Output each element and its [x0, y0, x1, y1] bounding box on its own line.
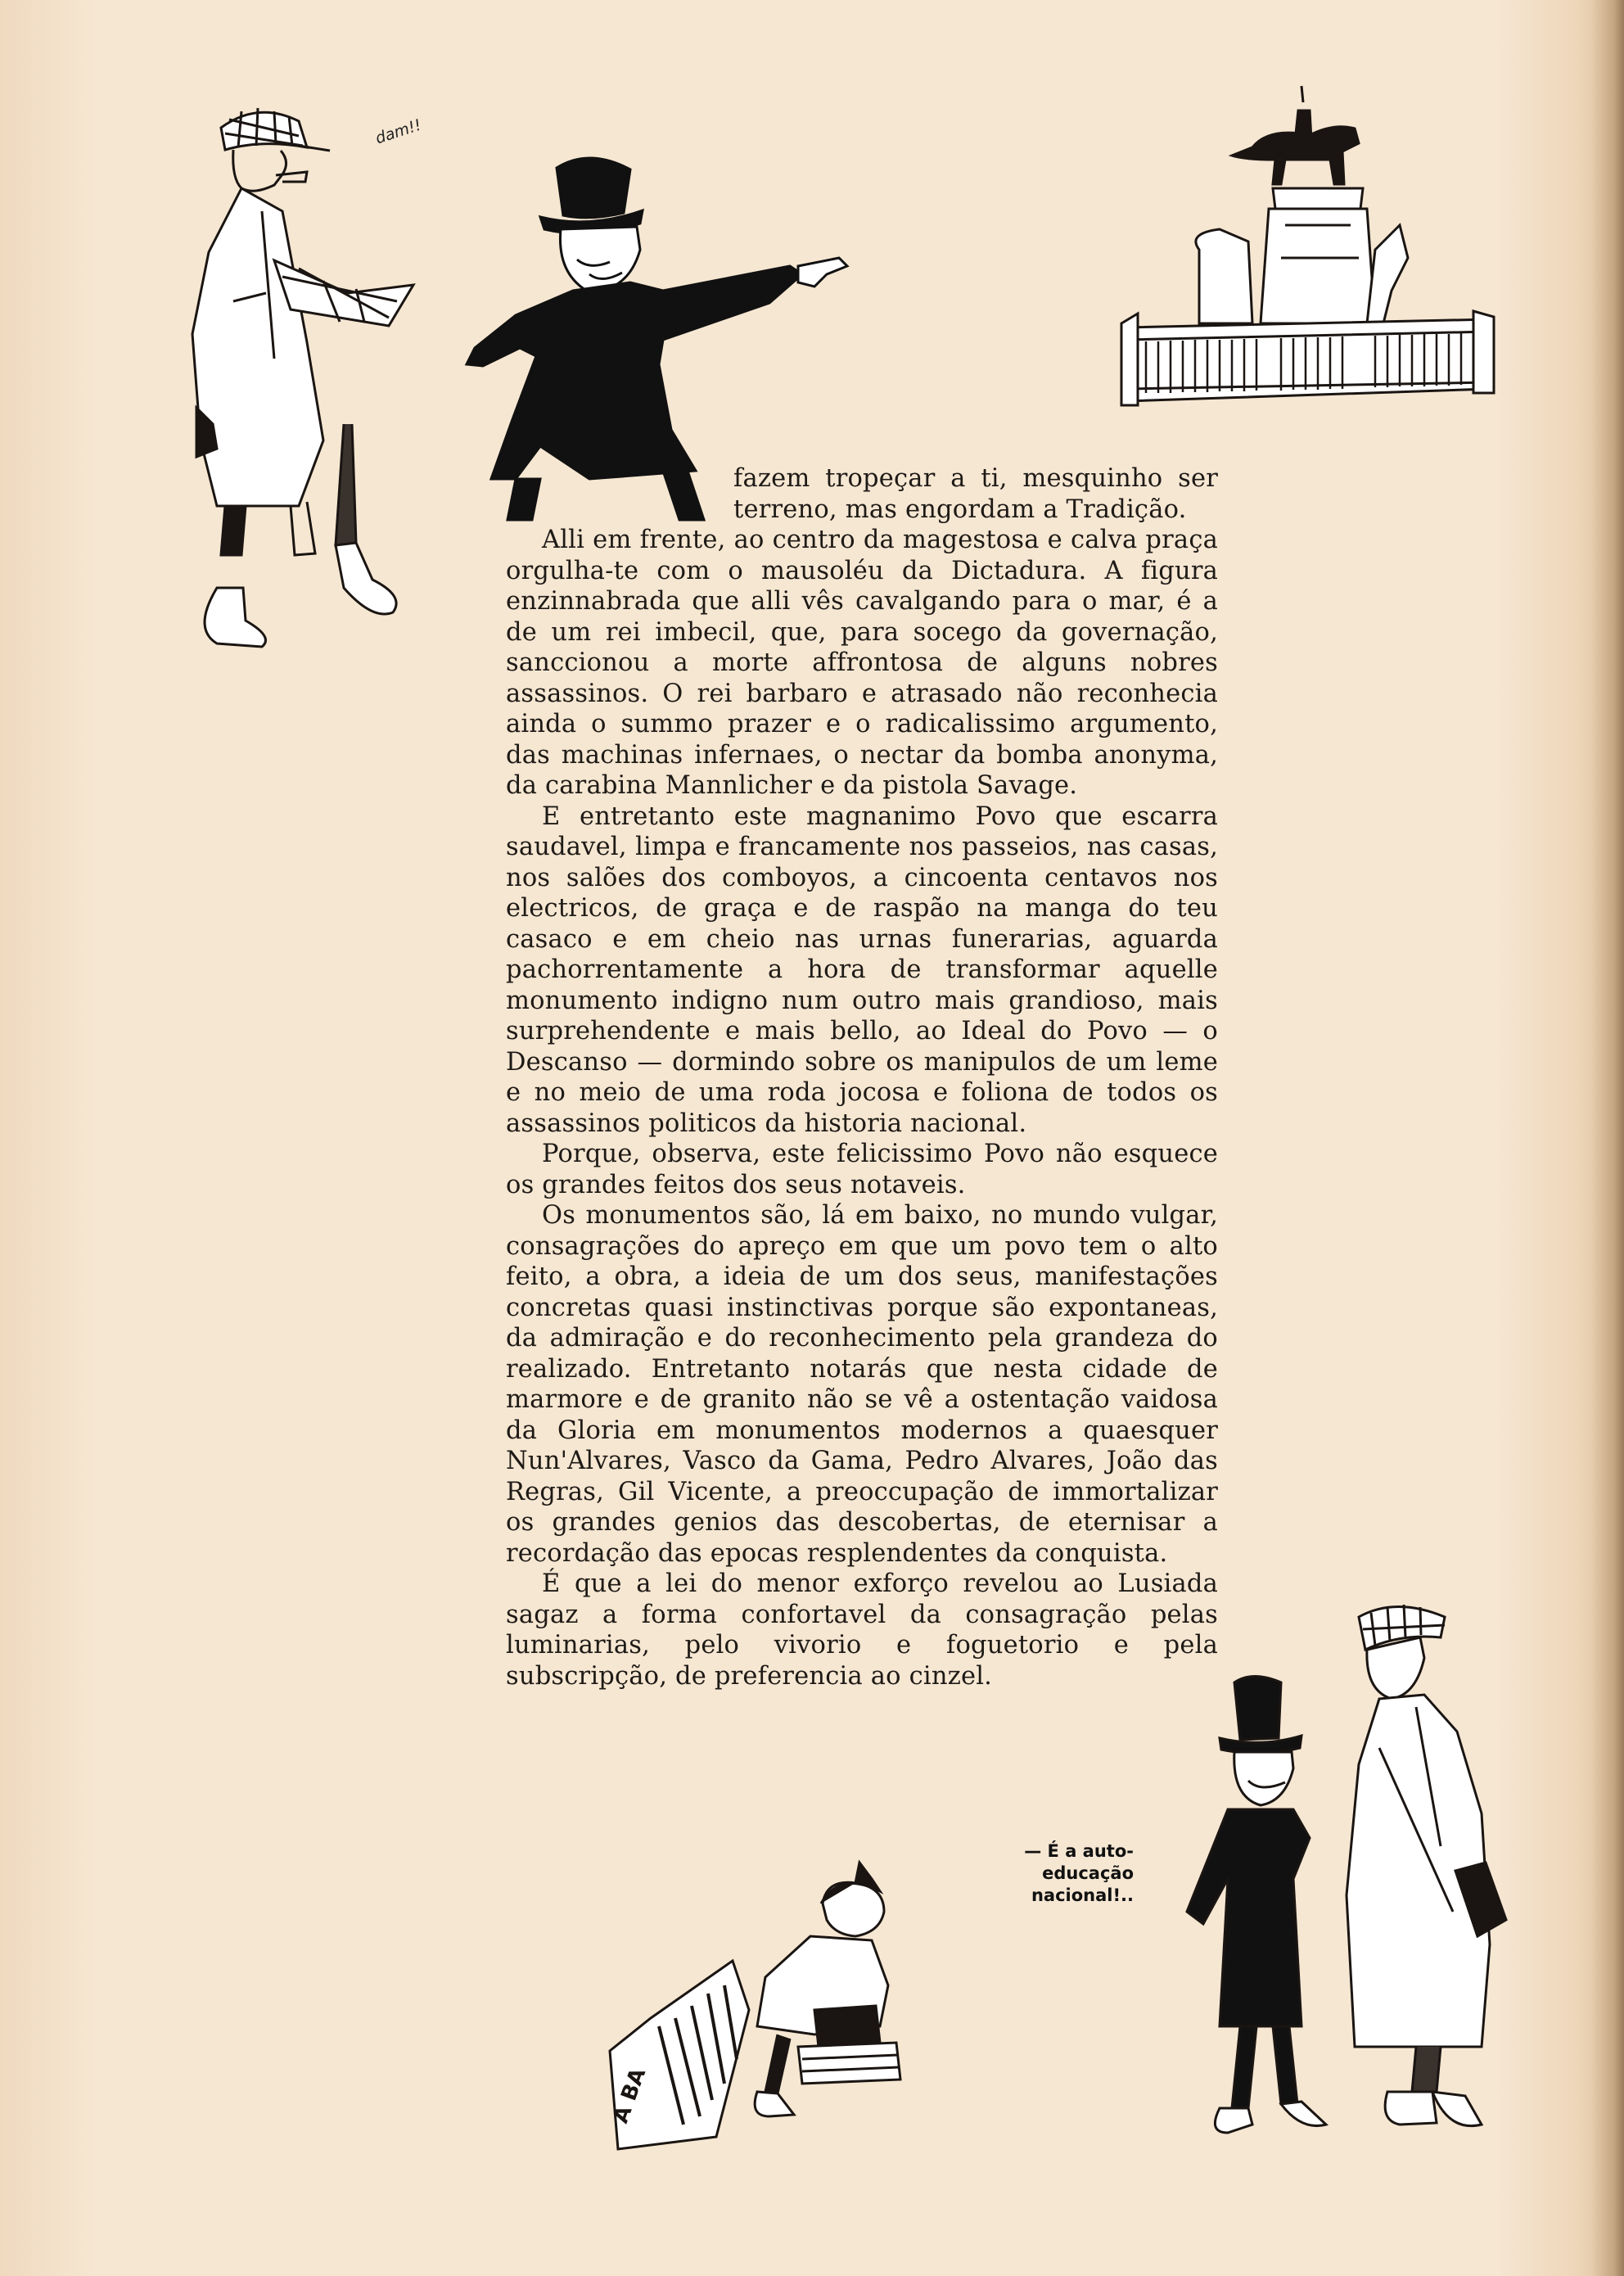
caption-line: educação — [1042, 1863, 1134, 1883]
illustration-equestrian-monument — [1121, 78, 1494, 422]
cartoon-caption — [995, 1840, 1134, 1907]
speech-balloon-text: dam!! — [373, 115, 424, 148]
paragraph: E entretanto este magnanimo Povo que escarra saudavel, limpa e francamente nos passeios, nas casas, nos salões dos comboyos, a cincoenta centavos nos electricos, de graça e de raspão na manga do teu casaco e em cheio nas urnas funerarias, aguarda pachorrentamente a hora de transformar aquelle monumento indigno num outro mais grandioso, mais surprehendente e mais bello, ao Ideal do Povo — o Descanso — dormindo sobre os manipulos de um leme e no meio de uma roda jocosa e foliona de todos os assassinos politicos da historia nacional. — [506, 802, 1218, 1138]
paragraph: Porque, observa, este felicissimo Povo não esquece os grandes feitos dos seus notaveis. — [506, 1140, 1218, 1199]
paragraph-text: fazem tropeçar a ti, mesquinho ser terreno, mas engordam a Tradição. — [733, 464, 1218, 524]
paragraph — [506, 463, 1218, 525]
caption-line: — É a auto- — [1024, 1841, 1134, 1861]
article-body — [506, 463, 1218, 1691]
newspaper-letters: A BA — [608, 2065, 652, 2127]
caption-line: nacional!.. — [1031, 1885, 1134, 1905]
page-edge-shadow — [1591, 0, 1624, 2276]
paragraph: Os monumentos são, lá em baixo, no mundo vulgar, consagrações do apreço em que um povo tem o alto feito, a obra, a ideia de um dos seus, manifestações concretas quasi instinctivas porque são expontaneas, da admiração e do reconhecimento pela grandeza do realizado. Entretanto notarás que nesta cidade de marmore e de granito não se vê a ostentação vaidosa da Gloria em monumentos modernos a quaesquer Nun'Alvares, Vasco da Gama, Pedro Alvares, João das Regras, Gil Vicente, a preoccupação de immortalizar os grandes genios das descobertas, de eternisar a recordação das epocas resplendentes da conquista. — [506, 1201, 1218, 1568]
paragraph: É que a lei do menor exforço revelou ao Lusiada sagaz a forma confortavel da consagração pelas luminarias, pelo vivorio e foguetorio e pela subscripção, de preferencia ao cinzel. — [506, 1569, 1218, 1691]
illustration-child-reading-newspaper — [602, 1854, 995, 2165]
illustration-two-men-conversing — [1171, 1601, 1572, 2174]
illustration-man-with-cap — [184, 97, 462, 662]
paragraph: Alli em frente, ao centro da magestosa e calva praça orgulha-te com o mausoléu da Dictadura. A figura enzinnabrada que alli vês cavalgando para o mar, é a de um rei imbecil, que, para socego da governação, sanccionou a morte affrontosa de alguns nobres assassinos. O rei barbaro e atrasado não reconhecia ainda o summo prazer e o radicalissimo argumento, das machinas infernaes, o nectar da bomba anonyma, da carabina Mannlicher e da pistola Savage. — [506, 526, 1218, 800]
